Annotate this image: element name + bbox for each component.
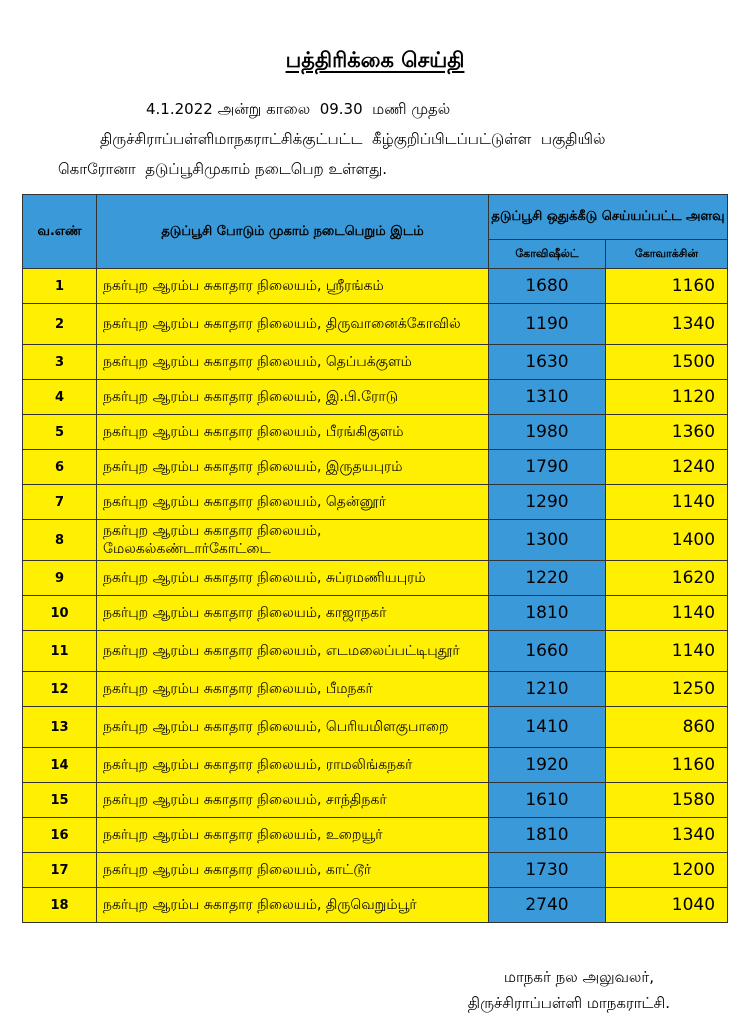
row-covaxin: 1360 xyxy=(606,415,728,450)
table-row xyxy=(23,707,728,748)
intro-line-2: திருச்சிராப்பள்ளிமாநகராட்சிக்குட்பட்ட கீழ்குறிப்பிடப்பட்டுள்ள பகுதியில் xyxy=(100,130,606,148)
row-covishield: 1220 xyxy=(489,561,606,596)
page-title: பத்திரிக்கை செய்தி xyxy=(285,48,465,72)
row-covaxin: 860 xyxy=(606,707,728,748)
row-covaxin: 1140 xyxy=(606,596,728,631)
row-place: நகர்புற ஆரம்ப சுகாதார நிலையம், திருவெறும்பூர் xyxy=(97,888,489,923)
row-covaxin: 1200 xyxy=(606,853,728,888)
row-covaxin: 1120 xyxy=(606,380,728,415)
row-covishield: 1810 xyxy=(489,818,606,853)
row-sno: 2 xyxy=(23,304,97,345)
row-covaxin: 1500 xyxy=(606,345,728,380)
row-place: நகர்புற ஆரம்ப சுகாதார நிலையம், தென்னூர் xyxy=(97,485,489,520)
row-place: நகர்புற ஆரம்ப சுகாதார நிலையம், மேலகல்கண்டார்கோட்டை xyxy=(97,520,489,561)
row-place: நகர்புற ஆரம்ப சுகாதார நிலையம், சாந்திநகர் xyxy=(97,783,489,818)
row-covishield: 1300 xyxy=(489,520,606,561)
row-sno: 8 xyxy=(23,520,97,561)
row-covaxin: 1400 xyxy=(606,520,728,561)
row-sno: 6 xyxy=(23,450,97,485)
intro-line-3: கொரோனா தடுப்பூசிமுகாம் நடைபெற உள்ளது. xyxy=(58,160,387,178)
table-row xyxy=(23,485,728,520)
row-covishield: 2740 xyxy=(489,888,606,923)
row-sno: 16 xyxy=(23,818,97,853)
row-covaxin: 1160 xyxy=(606,748,728,783)
table-row xyxy=(23,520,728,561)
row-covishield: 1310 xyxy=(489,380,606,415)
row-place: நகர்புற ஆரம்ப சுகாதார நிலையம், உறையூர் xyxy=(97,818,489,853)
row-covishield: 1660 xyxy=(489,631,606,672)
intro-line-1: 4.1.2022 அன்று காலை 09.30 மணி முதல் xyxy=(146,100,451,118)
row-place: நகர்புற ஆரம்ப சுகாதார நிலையம், பெரியமிளகுபாறை xyxy=(97,707,489,748)
table-row xyxy=(23,818,728,853)
row-covishield: 1920 xyxy=(489,748,606,783)
row-covishield: 1190 xyxy=(489,304,606,345)
table-row xyxy=(23,415,728,450)
table-row xyxy=(23,304,728,345)
header-covishield: கோவிஷீல்ட் xyxy=(489,240,606,269)
header-place: தடுப்பூசி போடும் முகாம் நடைபெறும் இடம் xyxy=(97,195,489,269)
row-sno: 18 xyxy=(23,888,97,923)
table-row xyxy=(23,345,728,380)
row-sno: 17 xyxy=(23,853,97,888)
table-row xyxy=(23,596,728,631)
row-place: நகர்புற ஆரம்ப சுகாதார நிலையம், காஜாநகர் xyxy=(97,596,489,631)
row-covaxin: 1240 xyxy=(606,450,728,485)
row-place: நகர்புற ஆரம்ப சுகாதார நிலையம், ராமலிங்கநகர் xyxy=(97,748,489,783)
row-sno: 7 xyxy=(23,485,97,520)
row-sno: 14 xyxy=(23,748,97,783)
row-place: நகர்புற ஆரம்ப சுகாதார நிலையம், சுப்ரமணியபுரம் xyxy=(97,561,489,596)
row-place: நகர்புற ஆரம்ப சுகாதார நிலையம், காட்டூர் xyxy=(97,853,489,888)
row-sno: 11 xyxy=(23,631,97,672)
header-covaxin: கோவாக்சின் xyxy=(606,240,728,269)
row-sno: 1 xyxy=(23,269,97,304)
row-covishield: 1680 xyxy=(489,269,606,304)
table-row xyxy=(23,853,728,888)
row-covishield: 1410 xyxy=(489,707,606,748)
row-sno: 5 xyxy=(23,415,97,450)
row-covaxin: 1340 xyxy=(606,304,728,345)
row-place: நகர்புற ஆரம்ப சுகாதார நிலையம், எடமலைப்பட்டிபுதூர் xyxy=(97,631,489,672)
row-covaxin: 1160 xyxy=(606,269,728,304)
header-sno: வ.எண் xyxy=(23,195,97,269)
row-covaxin: 1620 xyxy=(606,561,728,596)
row-covaxin: 1140 xyxy=(606,631,728,672)
row-covishield: 1210 xyxy=(489,672,606,707)
row-place: நகர்புற ஆரம்ப சுகாதார நிலையம், திருவானைக்கோவில் xyxy=(97,304,489,345)
row-place: நகர்புற ஆரம்ப சுகாதார நிலையம், இ.பி.ரோடு xyxy=(97,380,489,415)
row-covishield: 1610 xyxy=(489,783,606,818)
row-sno: 12 xyxy=(23,672,97,707)
row-covishield: 1810 xyxy=(489,596,606,631)
row-sno: 3 xyxy=(23,345,97,380)
row-sno: 15 xyxy=(23,783,97,818)
row-covishield: 1980 xyxy=(489,415,606,450)
row-covishield: 1290 xyxy=(489,485,606,520)
vaccination-camp-table xyxy=(22,194,728,923)
table-row xyxy=(23,561,728,596)
row-place: நகர்புற ஆரம்ப சுகாதார நிலையம், பீமநகர் xyxy=(97,672,489,707)
table-row xyxy=(23,450,728,485)
row-place: நகர்புற ஆரம்ப சுகாதார நிலையம், இருதயபுரம் xyxy=(97,450,489,485)
signature-title: மாநகர் நல அலுவலர், xyxy=(503,968,654,986)
row-covaxin: 1250 xyxy=(606,672,728,707)
row-place: நகர்புற ஆரம்ப சுகாதார நிலையம், தெப்பக்குளம் xyxy=(97,345,489,380)
table-row xyxy=(23,748,728,783)
table-row xyxy=(23,380,728,415)
row-place: நகர்புற ஆரம்ப சுகாதார நிலையம், பீரங்கிகுளம் xyxy=(97,415,489,450)
table-row xyxy=(23,888,728,923)
table-row xyxy=(23,631,728,672)
row-covishield: 1730 xyxy=(489,853,606,888)
row-covishield: 1790 xyxy=(489,450,606,485)
row-covaxin: 1140 xyxy=(606,485,728,520)
row-sno: 4 xyxy=(23,380,97,415)
table-row xyxy=(23,783,728,818)
row-sno: 13 xyxy=(23,707,97,748)
signature-office: திருச்சிராப்பள்ளி மாநகராட்சி. xyxy=(467,994,670,1012)
row-covaxin: 1040 xyxy=(606,888,728,923)
table-row xyxy=(23,672,728,707)
row-sno: 9 xyxy=(23,561,97,596)
row-covaxin: 1340 xyxy=(606,818,728,853)
row-covishield: 1630 xyxy=(489,345,606,380)
row-covaxin: 1580 xyxy=(606,783,728,818)
table-row xyxy=(23,269,728,304)
row-place: நகர்புற ஆரம்ப சுகாதார நிலையம், ஸ்ரீரங்கம் xyxy=(97,269,489,304)
header-allocation: தடுப்பூசி ஒதுக்கீடு செய்யப்பட்ட அளவு xyxy=(489,195,728,240)
row-sno: 10 xyxy=(23,596,97,631)
